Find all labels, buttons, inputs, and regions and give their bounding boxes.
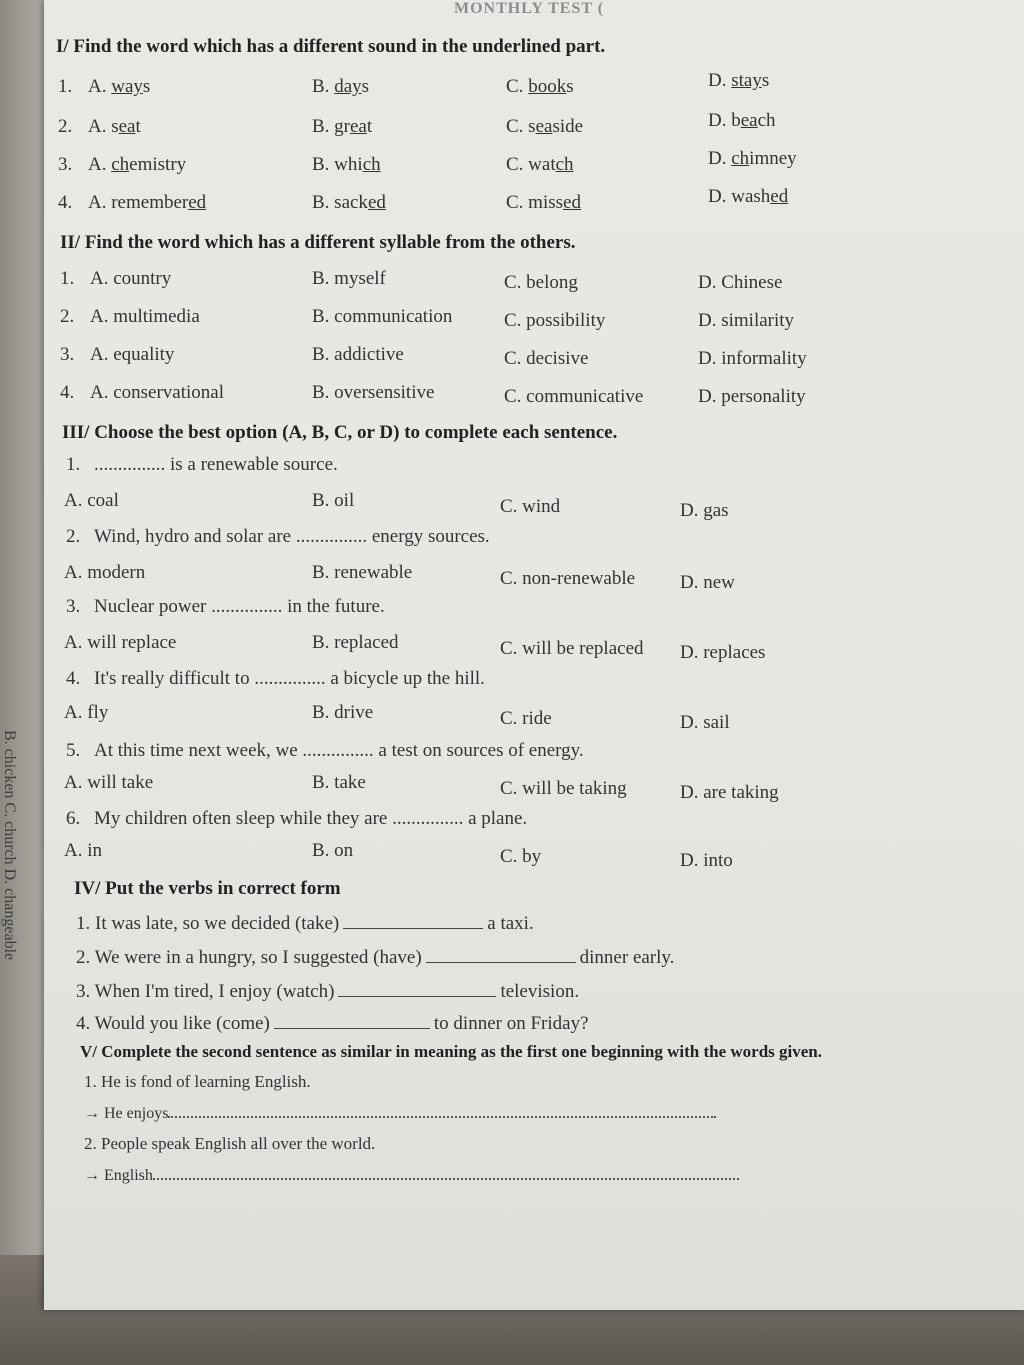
option-text: side <box>552 116 584 137</box>
question-text: At this time next week, we ............... a test on sources of energy. <box>94 740 584 761</box>
section-1-heading: I/ Find the word which has a different sound in the underlined part. <box>56 36 606 57</box>
underlined-part: ea <box>740 110 758 131</box>
underlined-part: ed <box>188 192 207 213</box>
underlined-part: ed <box>367 192 386 213</box>
option-b[interactable]: B. communication <box>312 306 453 327</box>
rewrite-prompt: → He enjoys <box>84 1105 169 1122</box>
option-b[interactable]: B. replaced <box>312 632 399 653</box>
option-d[interactable]: D. Chinese <box>698 272 783 293</box>
underlined-part: ea <box>350 116 367 137</box>
option-b[interactable]: B. renewable <box>312 562 413 583</box>
option-d[interactable]: D. new <box>680 572 735 593</box>
option-a[interactable]: A. country <box>90 268 172 289</box>
option-text: B. <box>312 76 335 97</box>
underlined-part: ch <box>555 154 574 175</box>
option-a[interactable] <box>88 76 150 98</box>
option-text: s <box>361 76 370 97</box>
question-number: 5. <box>66 740 81 761</box>
option-d[interactable]: D. sail <box>680 712 730 733</box>
option-c[interactable]: C. will be replaced <box>500 638 644 659</box>
option-a[interactable]: A. fly <box>64 702 109 723</box>
option-c[interactable]: C. wind <box>500 496 561 517</box>
fill-in-row <box>76 980 579 1003</box>
option-a[interactable]: A. coal <box>64 490 119 511</box>
question-text: Nuclear power ............... in the future. <box>94 596 385 617</box>
answer-blank[interactable] <box>274 1012 430 1029</box>
question-text: 3. When I'm tired, I enjoy (watch) <box>76 981 335 1002</box>
underlined-part: stay <box>731 70 762 91</box>
option-d[interactable]: D. are taking <box>680 782 779 803</box>
option-c[interactable] <box>506 76 574 98</box>
option-text: D. wash <box>708 186 771 207</box>
option-text: B. gr <box>312 116 350 137</box>
option-text: ch <box>757 110 776 131</box>
option-text: s <box>142 76 151 97</box>
option-text: t <box>366 116 373 137</box>
underlined-part: ed <box>563 192 581 213</box>
section-2-heading: II/ Find the word which has a different syllable from the others. <box>60 232 576 253</box>
question-number: 2. <box>58 116 73 137</box>
underlined-part: day <box>334 76 362 97</box>
question-text: 1. It was late, so we decided (take) <box>76 913 340 934</box>
option-b[interactable]: B. myself <box>312 268 386 289</box>
answer-blank[interactable] <box>426 946 576 963</box>
option-d[interactable]: D. similarity <box>698 310 795 331</box>
fill-in-row <box>76 1012 589 1035</box>
option-d[interactable] <box>708 186 788 208</box>
question-text: a taxi. <box>487 913 534 934</box>
section-5-heading: V/ Complete the second sentence as similar in meaning as the first one beginning with the words given. <box>80 1042 823 1061</box>
question-number: 2. <box>60 306 75 327</box>
option-a[interactable]: A. multimedia <box>90 306 200 327</box>
question-number: 1. <box>58 76 73 97</box>
rewrite-prompt: → English <box>84 1167 153 1184</box>
underlined-part: ch <box>111 154 130 175</box>
option-a[interactable]: A. conservational <box>90 382 225 403</box>
option-text: A. remember <box>88 192 189 213</box>
option-text: s <box>761 70 770 91</box>
underlined-part: ed <box>770 186 789 207</box>
option-d[interactable]: D. informality <box>698 348 807 369</box>
option-c[interactable]: C. decisive <box>504 348 589 369</box>
option-c[interactable]: C. non-renewable <box>500 568 636 589</box>
option-c[interactable] <box>506 116 583 138</box>
question-text: ............... is a renewable source. <box>94 454 338 475</box>
question-number: 4. <box>58 192 73 213</box>
source-sentence: 2. People speak English all over the world. <box>84 1134 376 1153</box>
answer-dotted-line[interactable] <box>168 1102 716 1118</box>
underlined-part: book <box>528 76 567 97</box>
option-text: C. miss <box>506 192 564 213</box>
sidebar-strip: B. chicken C. church D. changeable <box>1 730 18 961</box>
option-text: emistry <box>129 154 187 175</box>
option-b[interactable] <box>312 76 369 98</box>
option-a[interactable]: A. in <box>64 840 102 861</box>
question-number: 2. <box>66 526 81 547</box>
underlined-part: ch <box>731 148 750 169</box>
option-text: A. s <box>88 116 119 137</box>
option-text: A. <box>88 76 112 97</box>
answer-blank[interactable] <box>338 980 496 997</box>
option-text: s <box>566 76 574 97</box>
worksheet-page <box>44 0 1024 1310</box>
option-c[interactable]: C. ride <box>500 708 552 729</box>
option-b[interactable]: B. addictive <box>312 344 404 365</box>
question-number: 4. <box>66 668 81 689</box>
rewrite-row <box>84 1102 716 1123</box>
option-d[interactable]: D. gas <box>680 500 729 521</box>
question-text: It's really difficult to ............... a bicycle up the hill. <box>94 668 485 689</box>
option-text: B. sack <box>312 192 368 213</box>
question-number: 1. <box>66 454 81 475</box>
answer-blank[interactable] <box>343 912 483 929</box>
fill-in-row <box>76 912 534 935</box>
option-text: C. wat <box>506 154 556 175</box>
option-c[interactable] <box>506 192 581 214</box>
option-d[interactable]: D. replaces <box>680 642 766 663</box>
answer-dotted-line[interactable] <box>153 1164 739 1180</box>
option-b[interactable] <box>312 154 381 176</box>
option-d[interactable] <box>708 110 776 132</box>
question-text: My children often sleep while they are ............... a plane. <box>94 808 528 829</box>
question-text: to dinner on Friday? <box>433 1013 589 1034</box>
option-b[interactable] <box>312 116 372 138</box>
question-text: 2. We were in a hungry, so I suggested (have) <box>76 947 422 968</box>
option-c[interactable] <box>506 154 574 176</box>
option-text: D. <box>708 70 732 91</box>
option-c[interactable]: C. possibility <box>504 310 606 331</box>
option-a[interactable] <box>88 192 206 214</box>
question-number: 6. <box>66 808 81 829</box>
option-text: D. b <box>708 110 741 131</box>
section-3-heading: III/ Choose the best option (A, B, C, or D) to complete each sentence. <box>62 422 618 443</box>
option-text: B. whi <box>312 154 363 175</box>
question-number: 3. <box>60 344 75 365</box>
option-a[interactable]: A. equality <box>90 344 175 365</box>
option-b[interactable]: B. take <box>312 772 366 793</box>
question-number: 4. <box>60 382 75 403</box>
question-number: 3. <box>58 154 73 175</box>
option-b[interactable]: B. on <box>312 840 354 861</box>
option-text: C. s <box>506 116 536 137</box>
option-c[interactable]: C. will be taking <box>500 778 627 799</box>
question-text: dinner early. <box>579 947 675 968</box>
option-text: t <box>135 116 141 137</box>
rewrite-row <box>84 1164 739 1185</box>
option-b[interactable]: B. oversensitive <box>312 382 435 403</box>
option-a[interactable]: A. modern <box>64 562 146 583</box>
question-text: television. <box>500 981 580 1002</box>
underlined-part: ea <box>118 116 136 137</box>
fill-in-row <box>76 946 674 969</box>
question-number: 1. <box>60 268 75 289</box>
option-a[interactable]: A. will take <box>64 772 154 793</box>
underlined-part: way <box>111 76 143 97</box>
option-d[interactable]: D. personality <box>698 386 806 407</box>
option-text: A. <box>88 154 112 175</box>
option-d[interactable] <box>708 70 769 92</box>
option-b[interactable]: B. oil <box>312 490 355 511</box>
option-a[interactable] <box>88 116 141 138</box>
underlined-part: ch <box>362 154 381 175</box>
question-text: 4. Would you like (come) <box>76 1013 270 1034</box>
option-a[interactable]: A. will replace <box>64 632 177 653</box>
page-title: MONTHLY TEST ( <box>454 0 605 17</box>
option-d[interactable]: D. into <box>680 850 733 871</box>
option-c[interactable]: C. belong <box>504 272 578 293</box>
question-number: 3. <box>66 596 81 617</box>
option-a[interactable] <box>88 154 186 176</box>
section-4-heading: IV/ Put the verbs in correct form <box>74 878 341 899</box>
option-c[interactable]: C. by <box>500 846 542 867</box>
option-b[interactable] <box>312 192 386 214</box>
option-c[interactable]: C. communicative <box>504 386 644 407</box>
option-text: C. <box>506 76 529 97</box>
source-sentence: 1. He is fond of learning English. <box>84 1072 311 1091</box>
option-b[interactable]: B. drive <box>312 702 374 723</box>
underlined-part: ea <box>535 116 553 137</box>
option-text: D. <box>708 148 732 169</box>
question-text: Wind, hydro and solar are ............... energy sources. <box>94 526 490 547</box>
option-d[interactable] <box>708 148 797 170</box>
option-text: imney <box>749 148 797 169</box>
